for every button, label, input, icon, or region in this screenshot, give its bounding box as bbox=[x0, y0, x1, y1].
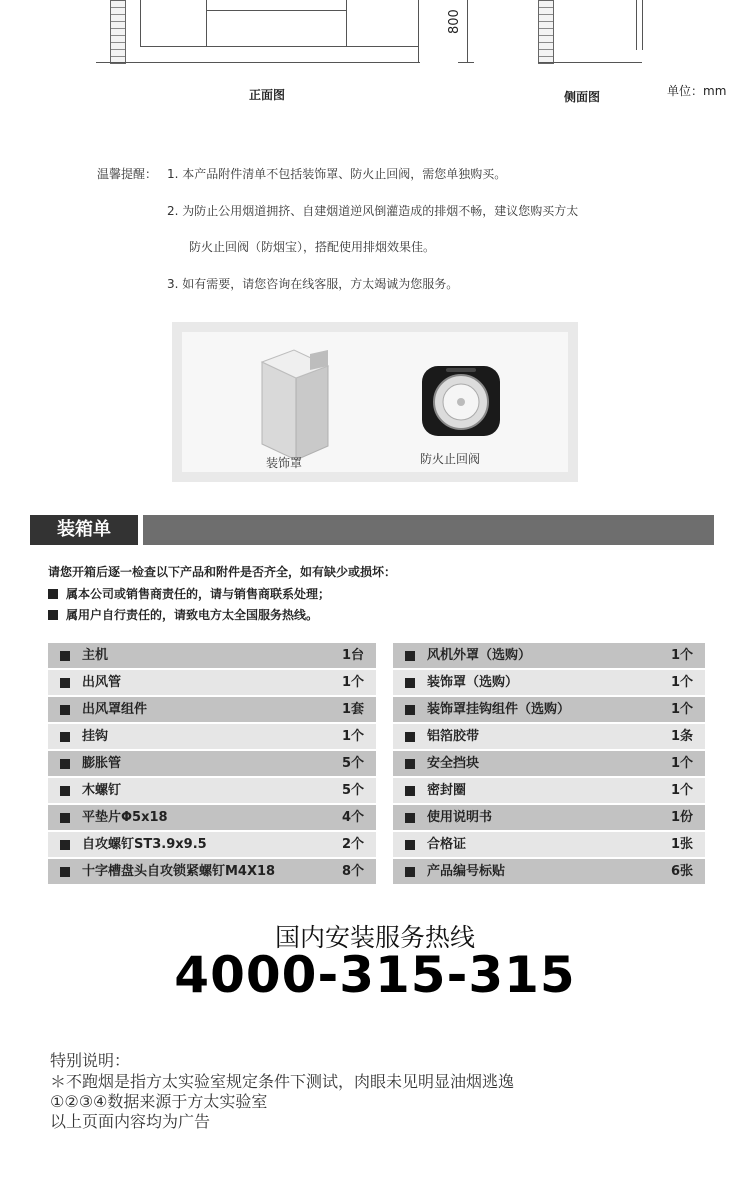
front-view-line bbox=[140, 46, 418, 47]
side-view-label: 侧面图 bbox=[564, 90, 601, 104]
square-bullet-icon bbox=[405, 705, 415, 715]
packing-table-right bbox=[393, 643, 705, 886]
table-row bbox=[48, 751, 376, 776]
item-name: 风机外罩（选购） bbox=[427, 648, 532, 663]
item-qty: 1套 bbox=[341, 702, 364, 717]
packing-notice-2 bbox=[48, 585, 330, 602]
square-bullet-icon bbox=[405, 759, 415, 769]
item-qty: 6张 bbox=[670, 864, 693, 879]
item-name: 产品编号标贴 bbox=[427, 864, 506, 879]
item-name: 安全挡块 bbox=[427, 756, 480, 771]
square-bullet-icon bbox=[60, 678, 70, 688]
tip-item-3: 3. 如有需要，请您咨询在线客服，方太竭诚为您服务。 bbox=[167, 277, 459, 291]
front-view-label: 正面图 bbox=[249, 88, 286, 102]
packing-list-header: 装箱单 bbox=[30, 515, 138, 545]
packing-notice-1 bbox=[48, 563, 396, 580]
decorative-cover-caption: 装饰罩 bbox=[266, 456, 303, 470]
tip-item-2-cont: 防火止回阀（防烟宝），搭配使用排烟效果佳。 bbox=[189, 240, 436, 254]
accessory-panel-inner bbox=[182, 332, 568, 472]
height-dimension: 800 bbox=[447, 9, 462, 34]
front-view-line bbox=[206, 10, 346, 11]
square-bullet-icon bbox=[405, 786, 415, 796]
table-row bbox=[48, 832, 376, 857]
packing-table-left bbox=[48, 643, 376, 886]
square-bullet-icon bbox=[60, 651, 70, 661]
item-name: 密封圈 bbox=[427, 783, 467, 798]
footnote-heading: 特别说明： bbox=[50, 1051, 131, 1070]
item-name: 主机 bbox=[82, 648, 109, 663]
packing-notice-3-text: 属用户自行责任的，请致电方太全国服务热线。 bbox=[66, 608, 319, 622]
item-qty: 1个 bbox=[670, 702, 693, 717]
packing-list-header-bar bbox=[143, 515, 714, 545]
item-qty: 5个 bbox=[341, 756, 364, 771]
item-name: 铝箔胶带 bbox=[427, 729, 480, 744]
square-bullet-icon bbox=[60, 759, 70, 769]
square-bullet-icon bbox=[405, 840, 415, 850]
table-row bbox=[393, 670, 705, 695]
item-name: 十字槽盘头自攻锁紧螺钉M4X18 bbox=[82, 864, 276, 879]
item-name: 膨胀管 bbox=[82, 756, 122, 771]
item-qty: 4个 bbox=[341, 810, 364, 825]
packing-notice-1-text: 请您开箱后逐一检查以下产品和附件是否齐全，如有缺少或损坏： bbox=[48, 565, 397, 579]
item-qty: 1个 bbox=[670, 648, 693, 663]
square-bullet-icon bbox=[60, 867, 70, 877]
table-row bbox=[48, 670, 376, 695]
dimension-tick bbox=[458, 62, 474, 63]
item-name: 装饰罩（选购） bbox=[427, 675, 519, 690]
item-qty: 1个 bbox=[670, 675, 693, 690]
tip-item-1: 1. 本产品附件清单不包括装饰罩、防火止回阀，需您单独购买。 bbox=[167, 167, 507, 181]
table-row bbox=[48, 724, 376, 749]
table-row bbox=[48, 643, 376, 668]
item-name: 合格证 bbox=[427, 837, 467, 852]
tip-item-2: 2. 为防止公用烟道拥挤、自建烟道逆风倒灌造成的排烟不畅，建议您购买方太 bbox=[167, 204, 579, 218]
footnote-line: ＊不跑烟是指方太实验室规定条件下测试，肉眼未见明显油烟逃逸 bbox=[50, 1072, 515, 1091]
item-name: 出风管 bbox=[82, 675, 122, 690]
table-row bbox=[48, 859, 376, 884]
fire-check-valve-caption: 防火止回阀 bbox=[420, 452, 481, 466]
packing-notice-2-text: 属本公司或销售商责任的，请与销售商联系处理； bbox=[66, 587, 331, 601]
accessory-panel bbox=[172, 322, 578, 482]
table-row bbox=[393, 805, 705, 830]
front-view-line bbox=[206, 0, 207, 46]
packing-notice-3 bbox=[48, 606, 318, 623]
item-name: 木螺钉 bbox=[82, 783, 122, 798]
front-view-line bbox=[418, 0, 419, 62]
front-view-outline bbox=[96, 62, 420, 63]
table-row bbox=[393, 751, 705, 776]
square-bullet-icon bbox=[60, 840, 70, 850]
item-qty: 1台 bbox=[341, 648, 364, 663]
square-bullet-icon bbox=[48, 610, 58, 620]
table-row bbox=[48, 778, 376, 803]
table-row bbox=[393, 643, 705, 668]
side-view-line bbox=[642, 0, 643, 50]
item-qty: 1张 bbox=[670, 837, 693, 852]
table-row bbox=[393, 697, 705, 722]
square-bullet-icon bbox=[405, 813, 415, 823]
table-row bbox=[393, 778, 705, 803]
square-bullet-icon bbox=[60, 732, 70, 742]
square-bullet-icon bbox=[60, 786, 70, 796]
wall-right bbox=[538, 0, 554, 64]
fire-check-valve-image bbox=[418, 362, 504, 440]
table-row bbox=[393, 859, 705, 884]
table-row bbox=[393, 832, 705, 857]
item-name: 出风罩组件 bbox=[82, 702, 148, 717]
decorative-cover-image bbox=[248, 348, 338, 460]
item-qty: 1个 bbox=[670, 756, 693, 771]
wall-left bbox=[110, 0, 126, 64]
side-view-line bbox=[636, 0, 637, 50]
item-qty: 1条 bbox=[670, 729, 693, 744]
item-qty: 1个 bbox=[341, 675, 364, 690]
footnote-line: 以上页面内容均为广告 bbox=[50, 1112, 211, 1131]
hotline-number: 4000-315-315 bbox=[174, 946, 576, 1004]
dimension-line bbox=[467, 0, 468, 62]
square-bullet-icon bbox=[405, 678, 415, 688]
hotline-title: 国内安装服务热线 bbox=[274, 923, 475, 952]
footnote-line: ①②③④数据来源于方太实验室 bbox=[50, 1092, 268, 1111]
table-row bbox=[393, 724, 705, 749]
item-name: 平垫片Φ5x18 bbox=[82, 810, 168, 825]
square-bullet-icon bbox=[405, 867, 415, 877]
square-bullet-icon bbox=[48, 589, 58, 599]
item-name: 使用说明书 bbox=[427, 810, 493, 825]
side-view-outline bbox=[538, 62, 642, 63]
square-bullet-icon bbox=[60, 813, 70, 823]
item-name: 装饰罩挂钩组件（选购） bbox=[427, 702, 571, 717]
item-name: 自攻螺钉ST3.9x9.5 bbox=[82, 837, 207, 852]
tips-prefix: 温馨提醒： bbox=[97, 167, 158, 181]
item-qty: 1个 bbox=[341, 729, 364, 744]
item-name: 挂钩 bbox=[82, 729, 109, 744]
table-row bbox=[48, 805, 376, 830]
front-view-line bbox=[140, 0, 141, 46]
unit-label: 单位：mm bbox=[667, 84, 727, 98]
item-qty: 1个 bbox=[670, 783, 693, 798]
item-qty: 1份 bbox=[670, 810, 693, 825]
square-bullet-icon bbox=[405, 732, 415, 742]
table-row bbox=[48, 697, 376, 722]
front-view-line bbox=[346, 0, 347, 46]
item-qty: 8个 bbox=[341, 864, 364, 879]
square-bullet-icon bbox=[60, 705, 70, 715]
item-qty: 2个 bbox=[341, 837, 364, 852]
item-qty: 5个 bbox=[341, 783, 364, 798]
square-bullet-icon bbox=[405, 651, 415, 661]
